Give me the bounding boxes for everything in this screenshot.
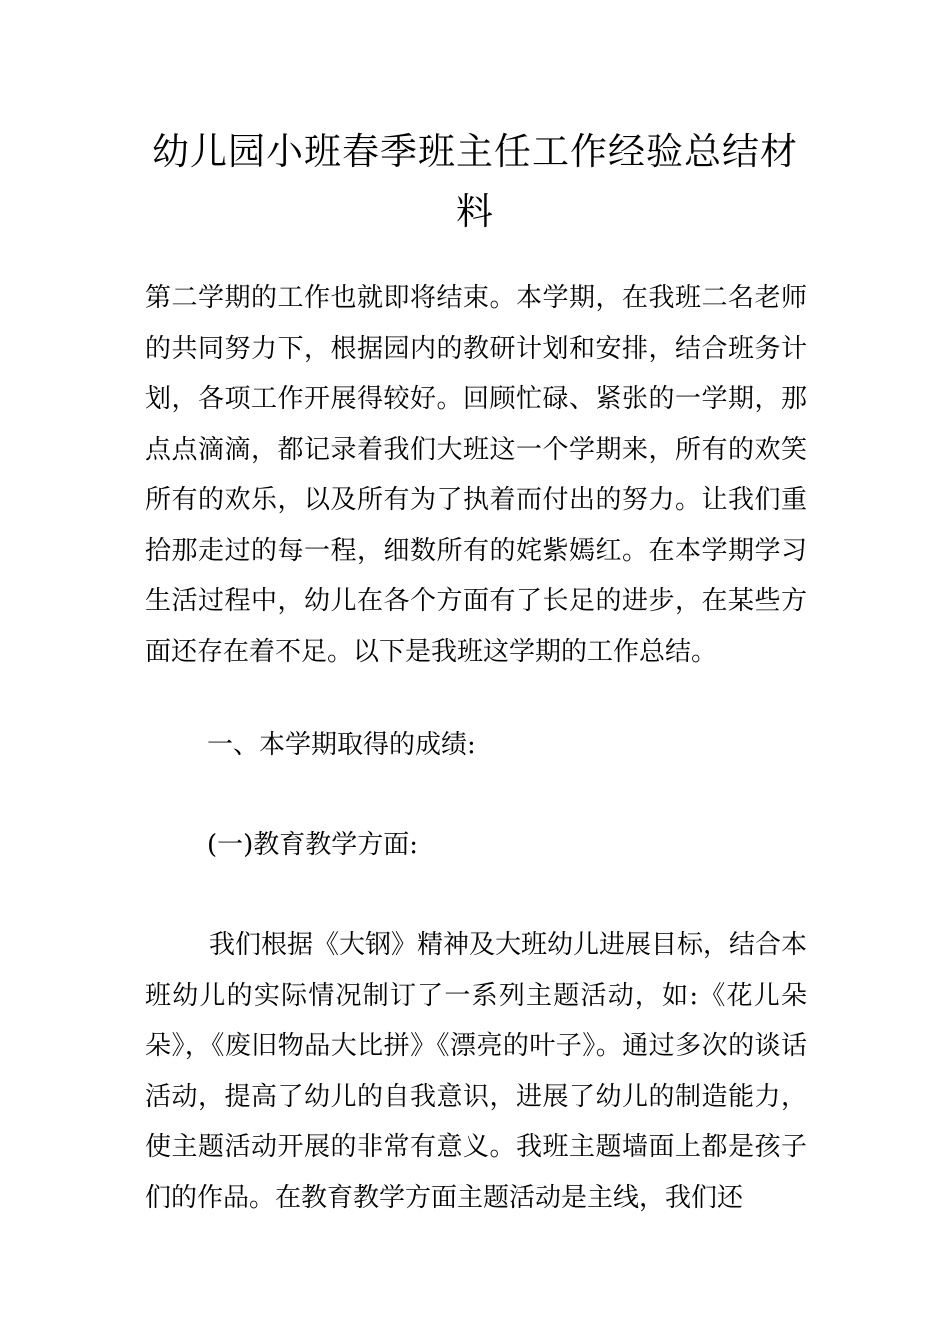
body-paragraph: 我们根据《大钢》精神及大班幼儿进展目标，结合本班幼儿的实际情况制订了一系列主题活动，如:《花儿朵朵》，《废旧物品大比拼》《漂亮的叶子》。通过多次的谈话活动，提高了幼儿的自我意识，进展了幼儿的制造能力，使主题活动开展的非常有意义。我班主题墙面上都是孩子们的作品。在教育教学方面主题活动是主线，我们还 <box>145 930 808 1213</box>
subsection-heading: (一)教育教学方面: <box>207 830 419 860</box>
section-heading: 一、本学期取得的成绩: <box>207 730 476 760</box>
document-title: 幼儿园小班春季班主任工作经验总结材料 <box>152 130 798 233</box>
intro-paragraph: 第二学期的工作也就即将结束。本学期，在我班二名老师的共同努力下，根据园内的教研计划和安排，结合班务计划，各项工作开展得较好。回顾忙碌、紧张的一学期，那点点滴滴，都记录着我们大班这一个学期来，所有的欢笑所有的欢乐，以及所有为了执着而付出的努力。让我们重拾那走过的每一程，细数所有的姹紫嫣红。在本学期学习生活过程中，幼儿在各个方面有了长足的进步，在某些方面还存在着不足。以下是我班这学期的工作总结。 <box>145 283 807 667</box>
